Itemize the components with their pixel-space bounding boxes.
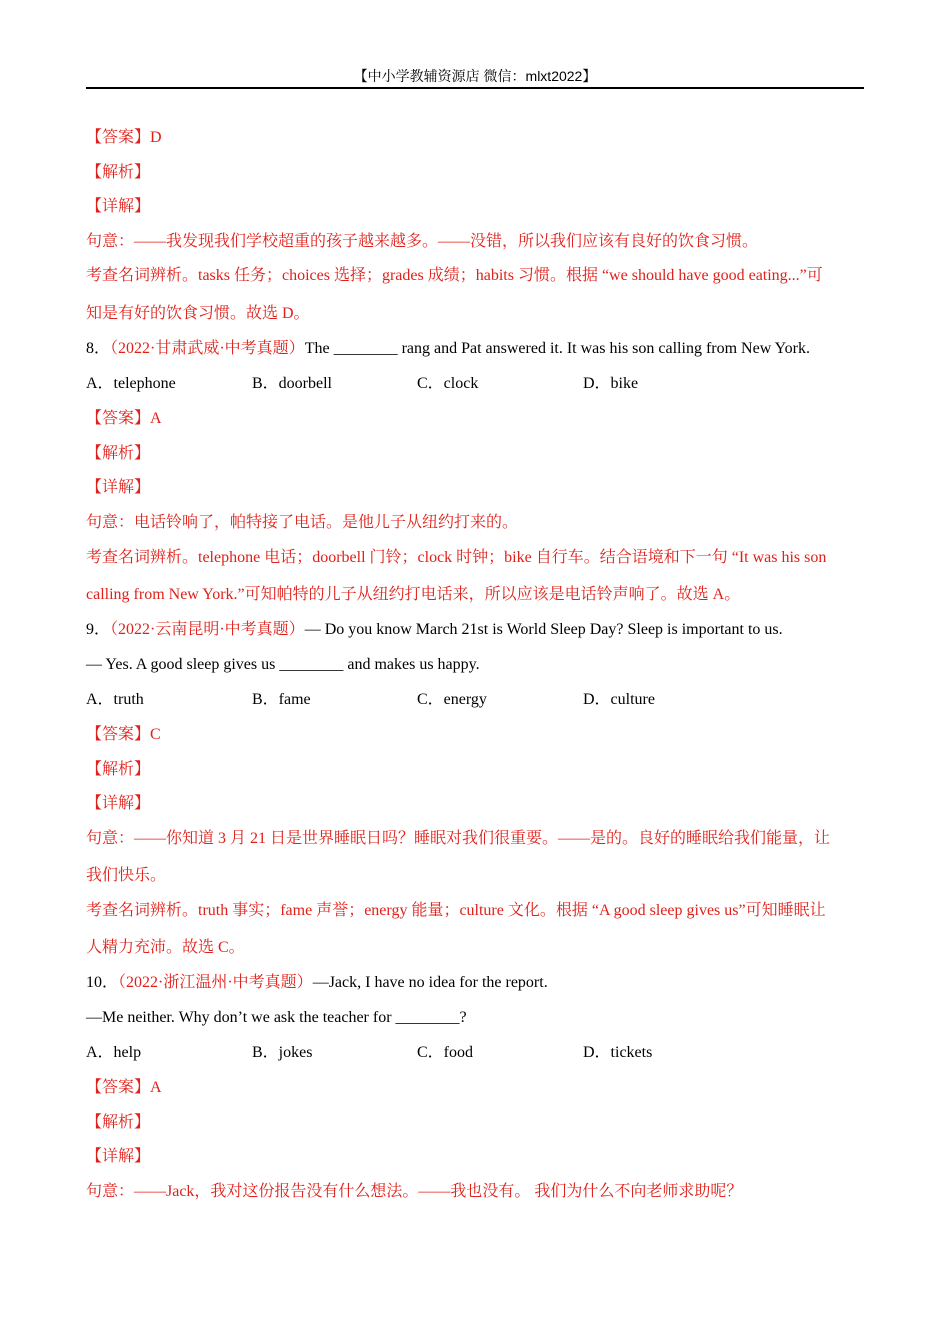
q9-detail-label: 【详解】 [86,795,151,812]
q9-explain-line-1: 考查名词辨析。truth 事实；fame 声誉；energy 能量；culture 文化。根据 “A good sleep gives us”可知睡眠让 [86,902,826,919]
q8-explain-line-2: calling from New York.”可知帕特的儿子从纽约打电话来，所以应该是电话铃声响了。故选 A。 [86,586,741,603]
q9-answer: 【答案】C [86,726,161,743]
q7-meaning: 句意：——我发现我们学校超重的孩子越来越多。——没错，所以我们应该有良好的饮食习惯。 [86,233,759,250]
q10-option-b: B．jokes [252,1044,313,1061]
q9-analysis-label: 【解析】 [86,761,151,778]
q8-option-c: C．clock [417,375,479,392]
q10-source: （2022·浙江温州·中考真题） [118,974,313,991]
q9-meaning-line-1: 句意：——你知道 3 月 21 日是世界睡眠日吗？睡眠对我们很重要。——是的。良好的睡眠给我们能量，让 [86,830,831,847]
header-divider [86,87,864,89]
q8-option-d: D．bike [583,375,639,392]
q10-detail-label: 【详解】 [86,1148,151,1165]
q9-option-a: A．truth [86,691,144,708]
q10-answer: 【答案】A [86,1079,162,1096]
q10-option-d: D．tickets [583,1044,653,1061]
q7-explain-line-1: 考查名词辨析。tasks 任务；choices 选择；grades 成绩；habits 习惯。根据 “we should have good eating...”可 [86,267,823,284]
q10-stem: —Jack, I have no idea for the report. [312,974,548,991]
q8-answer: 【答案】A [86,410,162,427]
q8-meaning: 句意：电话铃响了，帕特接了电话。是他儿子从纽约打来的。 [86,514,519,531]
q9-option-b: B．fame [252,691,311,708]
q8-detail-label: 【详解】 [86,479,151,496]
q7-explain-line-2: 知是有好的饮食习惯。故选 D。 [86,305,310,322]
q10-number: 10． [86,974,119,991]
q8-analysis-label: 【解析】 [86,445,151,462]
q9-number: 9． [86,621,111,638]
page-header: 【中小学教辅资源店 微信：mlxt2022】 [353,68,597,84]
q10-option-c: C．food [417,1044,474,1061]
q7-detail-label: 【详解】 [86,198,151,215]
q7-answer: 【答案】D [86,129,162,146]
q9-source: （2022·云南昆明·中考真题） [110,621,305,638]
q9-stem-line-2: — Yes. A good sleep gives us ________ and makes us happy. [86,656,480,673]
q9-stem: — Do you know March 21st is World Sleep Day? Sleep is important to us. [304,621,783,638]
q9-explain-line-2: 人精力充沛。故选 C。 [86,939,245,956]
q8-explain-line-1: 考查名词辨析。telephone 电话；doorbell 门铃；clock 时钟；bike 自行车。结合语境和下一句 “It was his son [86,549,827,566]
q7-analysis-label: 【解析】 [86,164,151,181]
q8-source: （2022·甘肃武威·中考真题） [110,340,305,357]
q10-meaning: 句意：——Jack，我对这份报告没有什么想法。——我也没有。 我们为什么不向老师求助呢？ [86,1183,743,1200]
q8-stem: The ________ rang and Pat answered it. It was his son calling from New York. [304,340,810,357]
q8-question [86,339,810,359]
q8-option-a: A．telephone [86,375,176,392]
q10-analysis-label: 【解析】 [86,1114,151,1131]
q9-option-c: C．energy [417,691,487,708]
q9-meaning-line-2: 我们快乐。 [86,867,167,884]
q9-option-d: D．culture [583,691,655,708]
q10-stem-line-2: —Me neither. Why don’t we ask the teacher for ________? [86,1009,467,1026]
q10-option-a: A．help [86,1044,142,1061]
q10-question [86,973,548,993]
q8-number: 8． [86,340,111,357]
q8-option-b: B．doorbell [252,375,332,392]
q9-question [86,620,783,640]
